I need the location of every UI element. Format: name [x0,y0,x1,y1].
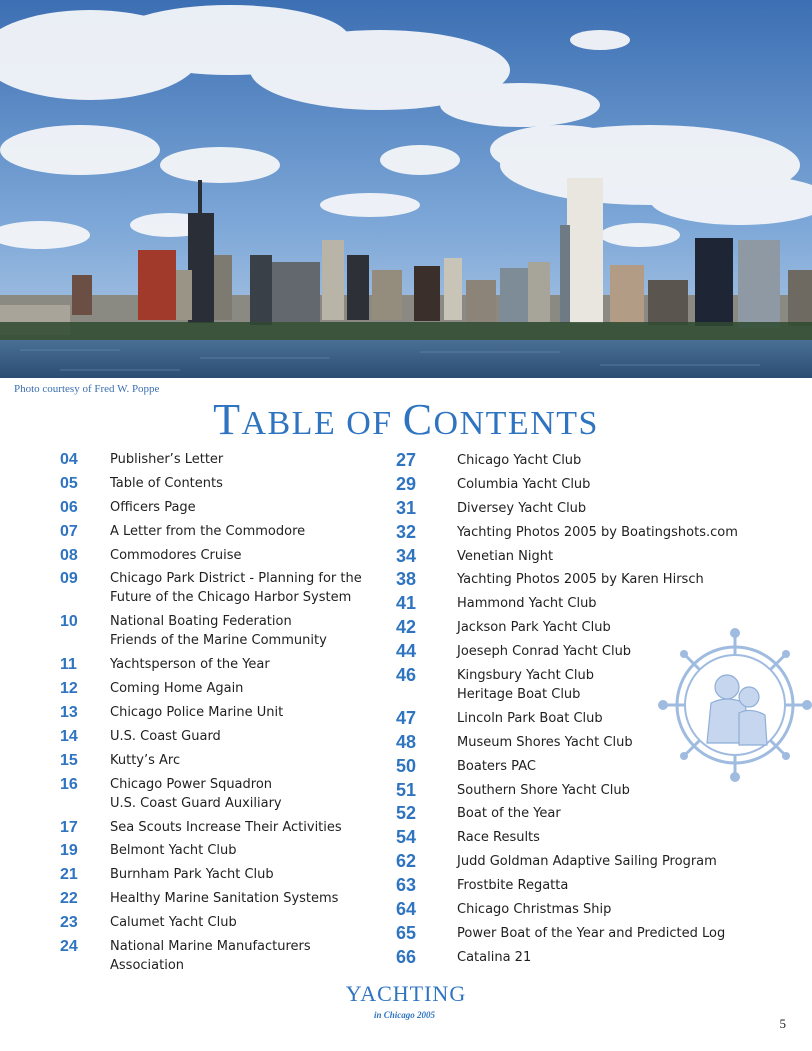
toc-entry-title [457,594,597,613]
toc-entry-line: Boat of the Year [457,806,561,822]
masthead-title: YACHTING [345,981,467,1006]
toc-entry-line: Coming Home Again [110,681,244,697]
toc-entry-line: Calumet Yacht Club [110,915,237,931]
toc-page-number: 63 [396,875,417,896]
toc-page-number: 07 [60,522,78,540]
toc-entry [60,727,380,746]
toc-entry-line: Boaters PAC [457,758,536,774]
toc-entry [60,679,380,698]
toc-page-number: 65 [396,922,417,943]
toc-entry-title [110,498,196,517]
toc-entry-title [110,546,242,565]
toc-entry-title [110,679,243,698]
toc-entry-line: National Boating Federation [110,614,292,630]
toc-entry-line: Yachtsperson of the Year [110,657,270,673]
toc-entry [60,612,380,650]
toc-page-number: 31 [396,497,417,518]
masthead [0,981,812,1020]
toc-entry-line: Heritage Boat Club [457,687,581,703]
toc-page-number: 09 [60,570,78,588]
toc-entry-line: Future of the Chicago Harbor System [110,590,352,606]
toc-page-number: 64 [396,899,417,920]
toc-page-number: 46 [396,665,417,686]
toc-entry-title [457,733,633,752]
toc-page-number: 23 [60,914,78,932]
toc-entry-title [110,522,305,541]
toc-page-number: 12 [60,680,78,698]
toc-entry-line: Southern Shore Yacht Club [457,782,630,798]
page-title: TABLE OF CONTENTS [213,395,599,444]
toc-entry-title [457,570,704,589]
toc-page-number: 05 [60,474,78,492]
toc-entry-line: Frostbite Regatta [457,878,569,894]
toc-entry-line: Kutty’s Arc [110,752,181,768]
toc-entry-line: Venetian Night [457,548,554,564]
toc-entry-line: Belmont Yacht Club [110,843,237,859]
toc-page-number: 50 [396,755,417,776]
toc-entry-line: Chicago Power Squadron [110,776,273,792]
toc-column-left [60,450,380,980]
toc-entry-title [457,475,590,494]
toc-entry [396,828,756,847]
toc-page-number: 44 [396,641,417,662]
toc-page-number: 54 [396,827,417,848]
toc-entry-title [457,451,581,470]
toc-entry-title [457,618,611,637]
toc-entry-line: Race Results [457,830,540,846]
toc-entry [60,865,380,884]
toc-entry [60,569,380,607]
toc-entry-line: Diversey Yacht Club [457,500,587,516]
toc-entry-title [110,703,283,722]
toc-entry [396,948,756,967]
toc-entry-line: Table of Contents [110,475,223,491]
toc-page-number: 04 [60,451,78,468]
toc-entry-title [457,828,540,847]
toc-page-number: 51 [396,779,417,800]
page-number: 5 [779,1016,786,1031]
toc-entry-line: Columbia Yacht Club [457,476,591,492]
toc-entry-title [110,889,338,908]
toc-page-number: 38 [396,569,417,590]
toc-entry-line: Judd Goldman Adaptive Sailing Program [457,854,717,870]
toc-entry-line: Jackson Park Yacht Club [457,620,611,636]
toc-entry [396,499,756,518]
toc-entry-title [457,781,630,800]
toc-entry-line: U.S. Coast Guard Auxiliary [110,795,282,811]
toc-entry-title [110,865,274,884]
toc-entry-title [457,547,553,566]
toc-entry-title [110,655,270,674]
toc-entry-line: Publisher’s Letter [110,452,224,467]
toc-entry-line: Chicago Christmas Ship [457,902,612,918]
toc-entry-title [110,569,362,607]
toc-entry [60,751,380,770]
toc-entry-title [457,876,568,895]
toc-entry-line: Lincoln Park Boat Club [457,710,603,726]
toc-page-number: 42 [396,617,417,638]
toc-entry [60,775,380,813]
toc-entry [60,450,380,469]
toc-page-number: 06 [60,498,78,516]
toc-page-number: 47 [396,707,417,728]
toc-entry [396,523,756,542]
toc-page-number: 24 [60,938,78,956]
toc-entry [396,852,756,871]
toc-entry [396,900,756,919]
toc-page-number: 52 [396,803,417,824]
toc-entry-line: Chicago Park District - Planning for the [110,571,362,587]
toc-entry [396,924,756,943]
toc-entry-title [457,757,536,776]
toc-entry-line: Joeseph Conrad Yacht Club [457,644,632,660]
toc-page-number: 29 [396,473,417,494]
toc-entry [396,451,756,470]
toc-page-number: 66 [396,946,417,967]
toc-entry [60,818,380,837]
toc-entry-line: Officers Page [110,499,196,515]
toc-entry-title [457,924,725,943]
toc-entry-title [110,612,327,650]
toc-entry-title [110,751,180,770]
ships-wheel-emblem [655,625,812,785]
toc-entry-line: Hammond Yacht Club [457,596,597,612]
toc-entry-title [110,474,223,493]
toc-entry-line: Chicago Police Marine Unit [110,705,284,721]
toc-entry-line: Catalina 21 [457,949,532,965]
toc-page-number: 41 [396,593,417,614]
photo-credit: Photo courtesy of Fred W. Poppe [14,383,160,395]
toc-entry-title [457,900,611,919]
chicago-skyline-image [0,0,812,378]
toc-page-number: 27 [396,450,417,470]
toc-entry-title [110,913,237,932]
toc-entry-line: U.S. Coast Guard [110,728,221,744]
toc-entry-line: Commodores Cruise [110,547,242,563]
toc-entry-line: Association [110,958,185,974]
toc-entry-title [457,523,738,542]
toc-entry-line: Burnham Park Yacht Club [110,867,274,883]
toc-entry-line: Kingsbury Yacht Club [457,668,594,684]
toc-entry [60,703,380,722]
toc-entry-line: Friends of the Marine Community [110,633,327,649]
toc-page-number: 19 [60,842,78,860]
toc-entry-title [110,727,221,746]
toc-entry-title [110,841,237,860]
toc-entry [396,475,756,494]
toc-entry [396,804,756,823]
toc-entry [396,570,756,589]
masthead-subtitle: in Chicago 2005 [374,1010,436,1020]
toc-page-number: 08 [60,546,78,564]
skyline-photo [0,0,812,378]
toc-page-number: 13 [60,704,78,722]
toc-page-number: 22 [60,890,78,908]
toc-entry-line: Museum Shores Yacht Club [457,734,633,750]
toc-page-number: 48 [396,731,417,752]
toc-entry-line: Sea Scouts Increase Their Activities [110,819,342,835]
toc-entry-line: Healthy Marine Sanitation Systems [110,891,339,907]
toc-entry [396,547,756,566]
toc-entry-title [457,499,586,518]
toc-entry-title [457,709,603,728]
toc-entry-title [457,804,561,823]
toc-entry [60,474,380,493]
toc-page-number: 10 [60,613,78,631]
toc-entry [60,655,380,674]
toc-entry-title [110,937,311,975]
toc-entry [60,913,380,932]
toc-page-number: 11 [60,656,77,674]
toc-entry-line: A Letter from the Commodore [110,523,306,539]
toc-entry-title [110,450,223,469]
toc-entry [396,594,756,613]
toc-entry-line: Yachting Photos 2005 by Boatingshots.com [457,524,738,540]
toc-entry-line: Chicago Yacht Club [457,453,582,468]
ships-wheel-icon [655,625,812,785]
toc-entry-title [457,666,594,704]
toc-entry [60,937,380,975]
toc-entry-line: Yachting Photos 2005 by Karen Hirsch [457,572,704,588]
toc-entry [60,522,380,541]
toc-entry-title [457,642,631,661]
toc-page-number: 15 [60,751,78,769]
toc-page-number: 21 [60,866,78,884]
toc-entry-title [110,818,342,837]
toc-page-number: 14 [60,727,78,745]
toc-page-number: 16 [60,775,78,793]
toc-entry-line: National Marine Manufacturers [110,939,311,955]
toc-entry [60,546,380,565]
toc-page-number: 17 [60,818,78,836]
toc-page-number: 34 [396,545,417,566]
toc-entry-title [457,852,717,871]
toc-entry [396,876,756,895]
toc-entry-title [457,948,531,967]
toc-page-number: 32 [396,521,417,542]
toc-page-number: 62 [396,851,417,872]
toc-entry [60,498,380,517]
toc-entry [60,889,380,908]
toc-entry [60,841,380,860]
toc-entry-title [110,775,282,813]
toc-entry-line: Power Boat of the Year and Predicted Log [457,925,726,941]
